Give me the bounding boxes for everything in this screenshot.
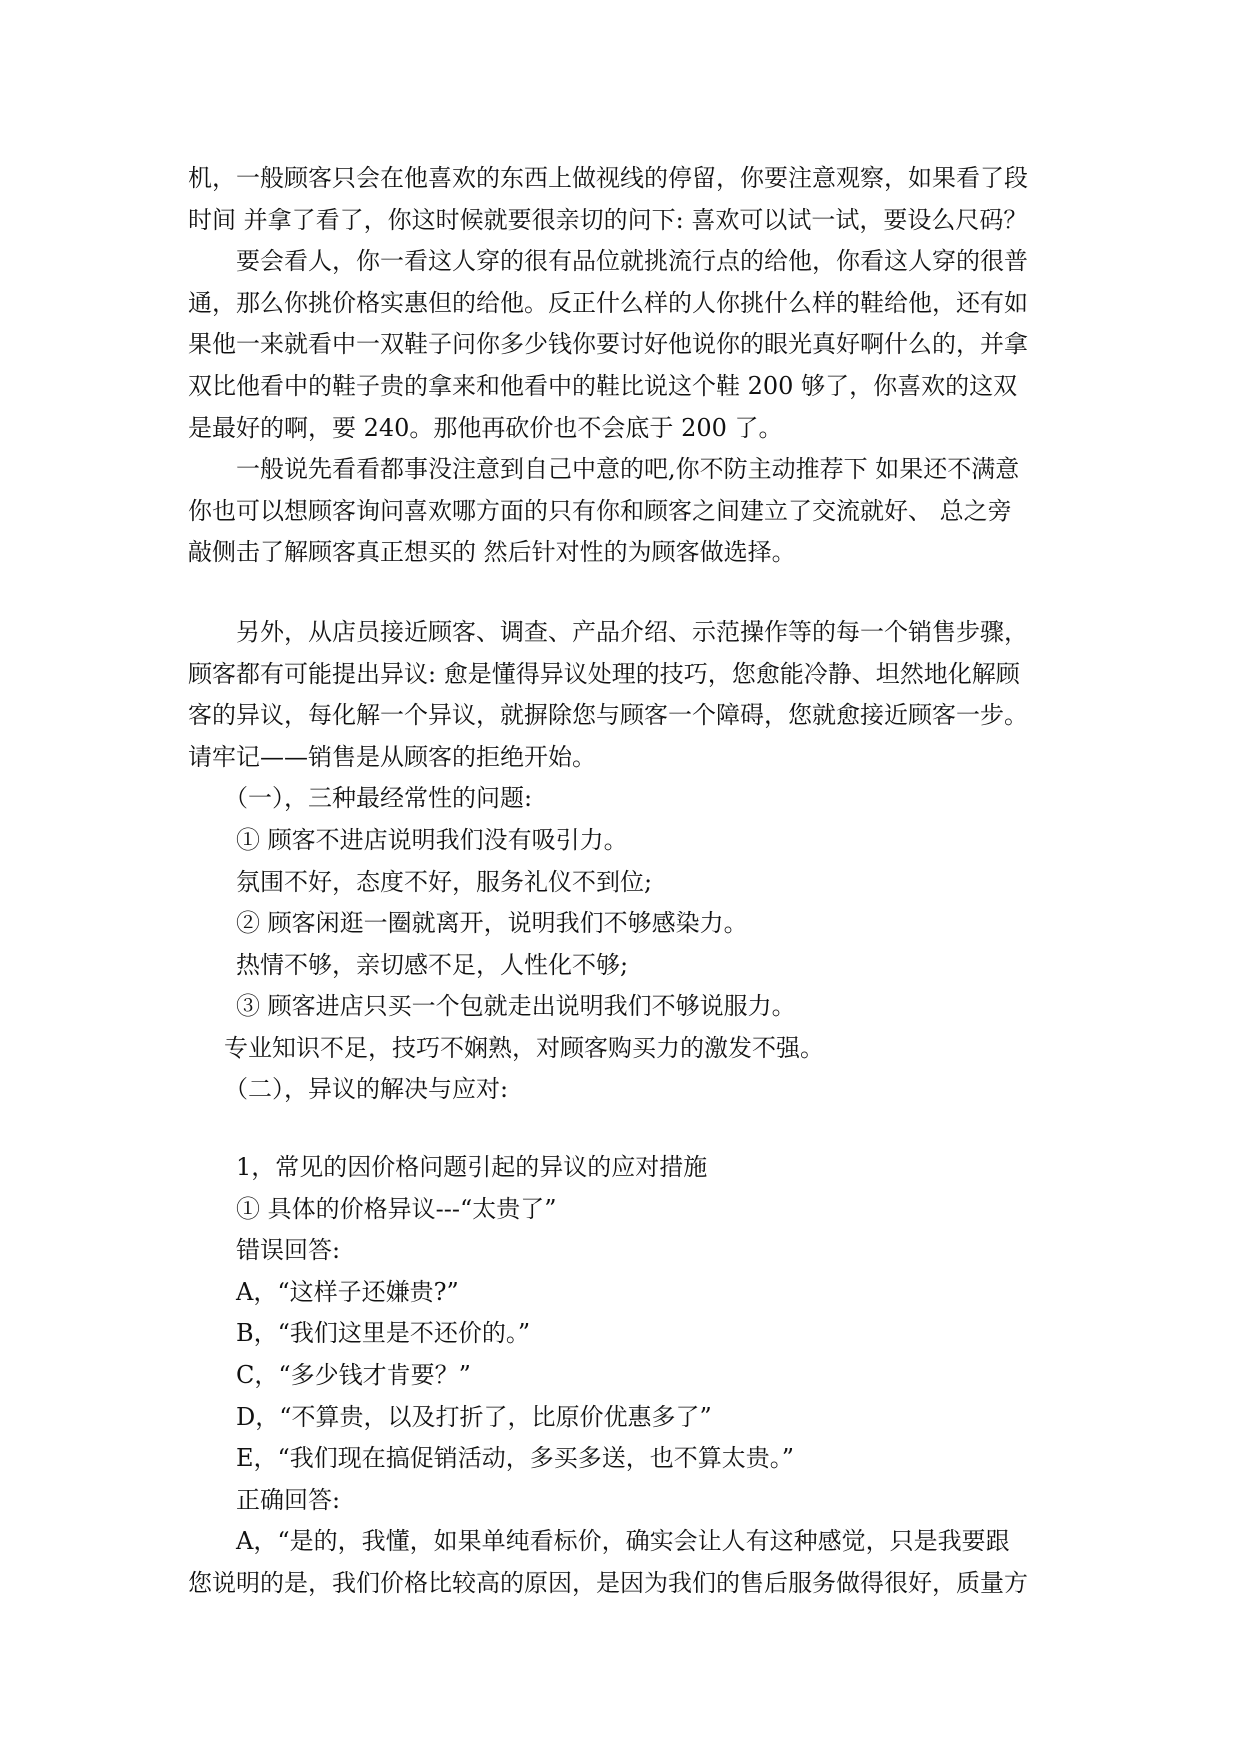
paragraph-line: 客的异议，每化解一个异议，就摒除您与顾客一个障碍，您就愈接近顾客一步。 xyxy=(188,701,1028,730)
paragraph-line: 时间 并拿了看了，你这时候就要很亲切的问下: 喜欢可以试一试，要设么尺码？ xyxy=(188,205,1028,234)
paragraph-spacer xyxy=(188,574,1068,612)
paragraph-line: 机，一般顾客只会在他喜欢的东西上做视线的停留，你要注意观察，如果看了段 xyxy=(188,164,1028,192)
list-item: ① 具体的价格异议---“太贵了” xyxy=(236,1194,557,1223)
label-text: 正确回答: xyxy=(236,1485,341,1514)
answer-option: A，“这样子还嫌贵?” xyxy=(236,1277,459,1306)
paragraph-line: 果他一来就看中一双鞋子问你多少钱你要讨好他说你的眼光真好啊什么的，并拿 xyxy=(188,330,1028,359)
answer-option: D，“不算贵，以及打折了，比原价优惠多了” xyxy=(236,1402,712,1431)
answer-option: A，“是的，我懂，如果单纯看标价，确实会让人有这种感觉，只是我要跟 xyxy=(236,1527,1010,1556)
paragraph-line: 请牢记——销售是从顾客的拒绝开始。 xyxy=(188,742,596,771)
section-heading: （一），三种最经常性的问题: xyxy=(224,784,533,813)
document-body xyxy=(188,158,1068,1605)
paragraph-line: 顾客都有可能提出异议: 愈是懂得异议处理的技巧，您愈能冷静、坦然地化解顾 xyxy=(188,659,1020,688)
paragraph-line: 你也可以想顾客询问喜欢哪方面的只有你和顾客之间建立了交流就好、 总之旁 xyxy=(188,496,1012,525)
paragraph-line: 您说明的是，我们价格比较高的原因，是因为我们的售后服务做得很好，质量方 xyxy=(188,1569,1028,1597)
subsection-heading: 1，常见的因价格问题引起的异议的应对措施 xyxy=(236,1153,708,1182)
answer-option: E，“我们现在搞促销活动，多买多送，也不算太贵。” xyxy=(236,1444,795,1473)
list-note: 氛围不好，态度不好，服务礼仪不到位; xyxy=(236,867,653,896)
label-text: 错误回答: xyxy=(236,1236,341,1265)
list-item: ① 顾客不进店说明我们没有吸引力。 xyxy=(236,825,628,854)
paragraph-line: 是最好的啊，要 240。那他再砍价也不会底于 200 了。 xyxy=(188,413,783,442)
paragraph-line: 一般说先看看都事没注意到自己中意的吧,你不防主动推荐下 如果还不满意 xyxy=(236,455,1020,484)
list-item: ② 顾客闲逛一圈就离开，说明我们不够感染力。 xyxy=(236,909,748,938)
paragraph-line: 通，那么你挑价格实惠但的给他。反正什么样的人你挑什么样的鞋给他，还有如 xyxy=(188,288,1028,317)
section-heading: （二），异议的解决与应对: xyxy=(224,1075,509,1104)
paragraph-line: 双比他看中的鞋子贵的拿来和他看中的鞋比说这个鞋 200 够了，你喜欢的这双 xyxy=(188,371,1018,400)
list-item: ③ 顾客进店只买一个包就走出说明我们不够说服力。 xyxy=(236,992,796,1021)
paragraph-line: 另外，从店员接近顾客、调查、产品介绍、示范操作等的每一个销售步骤， xyxy=(236,617,1028,646)
list-note: 专业知识不足，技巧不娴熟，对顾客购买力的激发不强。 xyxy=(224,1033,824,1062)
list-note: 热情不够，亲切感不足，人性化不够; xyxy=(236,950,629,979)
answer-option: B，“我们这里是不还价的。” xyxy=(236,1319,531,1348)
paragraph-spacer xyxy=(188,1111,1068,1147)
answer-option: C，“多少钱才肯要？” xyxy=(236,1361,471,1390)
paragraph-line: 敲侧击了解顾客真正想买的 然后针对性的为顾客做选择。 xyxy=(188,538,796,567)
paragraph-line: 要会看人，你一看这人穿的很有品位就挑流行点的给他，你看这人穿的很普 xyxy=(236,247,1028,276)
